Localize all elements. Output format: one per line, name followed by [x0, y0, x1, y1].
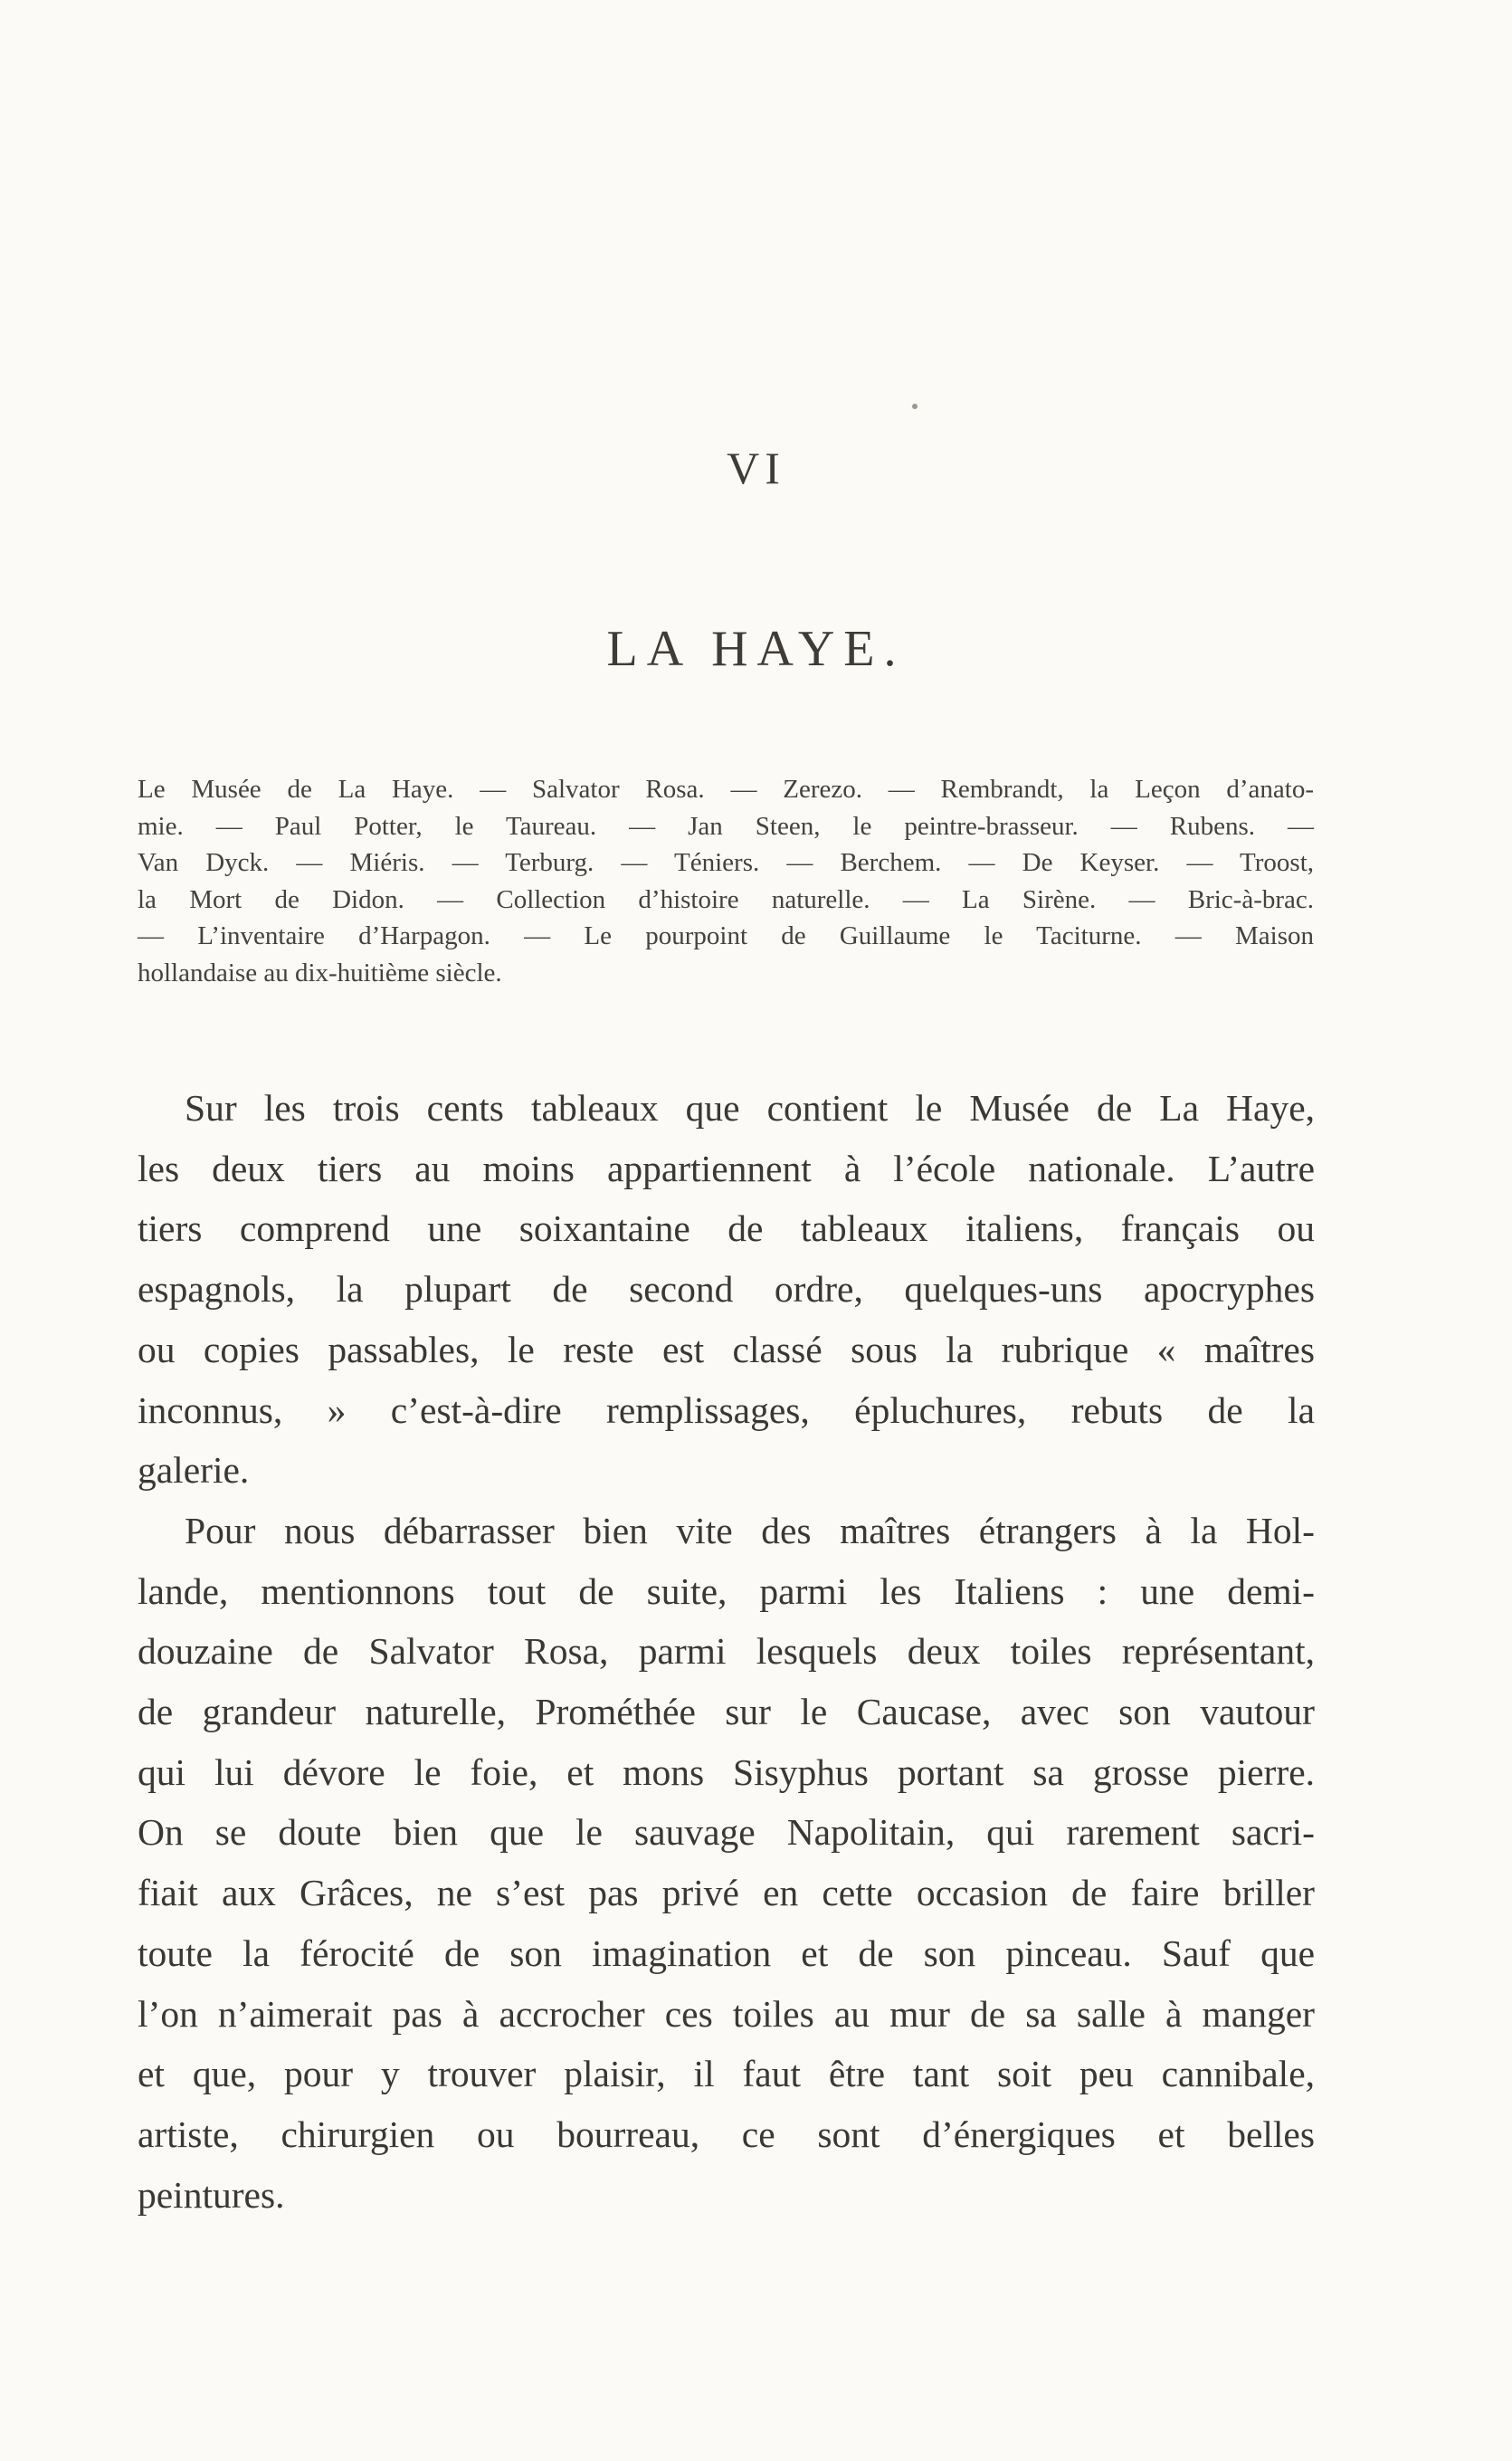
summary-line: mie. — Paul Potter, le Taureau. — Jan Steen, le peintre-brasseur. — Rubens. — [138, 811, 1314, 841]
paragraph-1-line: ou copies passables, le reste est classé sous la rubrique « maîtres [138, 1328, 1315, 1370]
summary-line: la Mort de Didon. — Collection d’histoire naturelle. — La Sirène. — Bric-à-brac. [138, 884, 1314, 914]
body-text [138, 1078, 1315, 2225]
summary-line: hollandaise au dix-huitième siècle. [138, 958, 502, 987]
paragraph-2-line: artiste, chirurgien ou bourreau, ce sont d’énergiques et belles [138, 2113, 1315, 2155]
summary-line: Le Musée de La Haye. — Salvator Rosa. — Zerezo. — Rembrandt, la Leçon d’anato- [138, 775, 1314, 804]
ink-speck [912, 404, 918, 409]
paragraph-2-line: Pour nous débarrasser bien vite des maîtres étrangers à la Hol- [185, 1509, 1315, 1551]
paragraph-2-line: douzaine de Salvator Rosa, parmi lesquels deux toiles représentant, [138, 1630, 1315, 1673]
chapter-summary [138, 771, 1314, 991]
paragraph-2-line: l’on n’aimerait pas à accrocher ces toiles au mur de sa salle à manger [138, 1992, 1315, 2035]
paragraph-2-line: lande, mentionnons tout de suite, parmi les Italiens : une demi- [138, 1569, 1315, 1612]
paragraph-1-line: espagnols, la plupart de second ordre, quelques-uns apocryphes [138, 1268, 1315, 1311]
paragraph-2-line: On se doute bien que le sauvage Napolitain, qui rarement sacri- [138, 1811, 1315, 1854]
paragraph-2-line: et que, pour y trouver plaisir, il faut être tant soit peu cannibale, [138, 2053, 1315, 2095]
chapter-title: LA HAYE. [606, 621, 906, 677]
paragraph-2-line: fiait aux Grâces, ne s’est pas privé en cette occasion de faire briller [138, 1872, 1315, 1914]
paragraph-1-line: les deux tiers au moins appartiennent à l’école nationale. L’autre [138, 1147, 1315, 1189]
summary-line: Van Dyck. — Miéris. — Terburg. — Téniers. — Berchem. — De Keyser. — Troost, [138, 848, 1314, 877]
paragraph-2-line: qui lui dévore le foie, et mons Sisyphus portant sa grosse pierre. [138, 1750, 1315, 1793]
paragraph-1-line: galerie. [138, 1449, 250, 1492]
paragraph-2-line: toute la férocité de son imagination et de son pinceau. Sauf que [138, 1932, 1315, 1974]
paragraph-1-line: inconnus, » c’est-à-dire remplissages, épluchures, rebuts de la [138, 1388, 1315, 1431]
paragraph-2-line: peintures. [138, 2173, 285, 2216]
paragraph-1-line: tiers comprend une soixantaine de tableaux italiens, français ou [138, 1207, 1315, 1250]
paragraph-2-line: de grandeur naturelle, Prométhée sur le Caucase, avec son vautour [138, 1691, 1315, 1733]
chapter-number: VI [727, 443, 785, 493]
summary-line: — L’inventaire d’Harpagon. — Le pourpoint de Guillaume le Taciturne. — Maison [138, 921, 1314, 950]
paragraph-1-line: Sur les trois cents tableaux que contient le Musée de La Haye, [185, 1087, 1315, 1129]
